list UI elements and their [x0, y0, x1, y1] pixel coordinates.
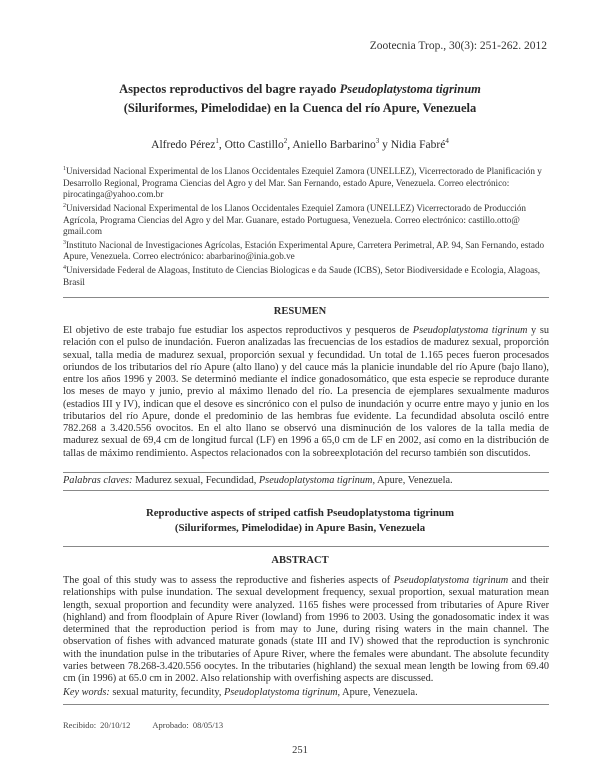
- affiliation-text: Instituto Nacional de Investigaciones Agrícolas, Estación Experimental Apure, Carretera Perimetral, AP. 94, San Fernando, estado Apure, Venezuela. Correo electrónico: abarbarino@inia.gob.ve: [63, 239, 545, 262]
- author-separator: ,: [287, 138, 293, 151]
- author-name: Alfredo Pérez: [151, 138, 216, 151]
- author-separator: ,: [218, 138, 225, 151]
- affiliation: [63, 201, 548, 238]
- affiliation-mark: 4: [63, 264, 66, 271]
- affiliation: [63, 238, 548, 263]
- journal-citation: Zootecnia Trop., 30(3): 251-262. 2012: [369, 40, 547, 52]
- section-divider: [63, 297, 549, 298]
- abstract-heading: ABSTRACT: [271, 555, 329, 566]
- section-divider: [63, 490, 549, 491]
- resumen-species: Pseudoplatystoma tigrinum: [412, 325, 528, 336]
- author-name: Otto Castillo: [224, 138, 284, 151]
- keywords-label: Palabras claves:: [63, 475, 133, 486]
- keywords-end: Apure, Venezuela.: [375, 475, 453, 486]
- section-divider: [63, 704, 549, 705]
- author-separator: y: [379, 138, 391, 151]
- keywords-text: Madurez sexual, Fecundidad,: [132, 475, 259, 486]
- author-affil-mark: 4: [445, 137, 449, 145]
- title-line2: (Siluriformes, Pimelodidae) en la Cuenca del río Apure, Venezuela: [123, 101, 477, 115]
- author-list: [60, 137, 540, 151]
- keywords-species: Pseudoplatystoma tigrinum,: [258, 475, 376, 486]
- affiliation-text: Universidad Nacional Experimental de los Llanos Occidentales Ezequiel Zamora (UNELLEZ) Vicerrectorado de Producción Agrícola, Programa Ciencias del Agro y del Mar. Guanare, estado Portuguesa, Venezuela. Correo electrónico: castillo.otto@ gmail.com: [63, 202, 527, 237]
- abstract-species: Pseudoplatystoma tigrinum: [393, 575, 509, 586]
- affiliation-text: Universidad Nacional Experimental de los Llanos Occidentales Ezequiel Zamora (UNELLEZ), Vicerrectorado de Planificación y Desarrollo Regional, Programa Ciencias del Agro y del Mar. San Fernando, estado Apure, Venezuela. Correo electrónico: pirocatinga@yahoo.com.br: [63, 166, 542, 200]
- page-number: 251: [292, 745, 308, 756]
- resumen-text: El objetivo de este trabajo fue estudiar los aspectos reproductivos y pesqueros de: [63, 325, 413, 336]
- title-text: Aspectos reproductivos del bagre rayado: [119, 82, 340, 96]
- resumen-paragraph: [63, 325, 549, 460]
- title-species: Pseudoplatystoma tigrinum: [339, 82, 481, 96]
- submission-dates: [63, 720, 245, 730]
- english-title-line1: Reproductive aspects of striped catfish Pseudoplatystoma tigrinum: [145, 507, 455, 519]
- abstract-paragraph: [63, 575, 549, 685]
- affiliation-text: Universidade Federal de Alagoas, Instituto de Ciencias Biologicas e da Saude (ICBS), Setor Biodiversidade e Ecologia, Alagoas, Brasil: [63, 265, 541, 287]
- author-name: Aniello Barbarino: [292, 138, 376, 151]
- keywords-end: Apure, Venezuela.: [340, 687, 418, 698]
- section-divider: [63, 472, 549, 473]
- section-divider: [63, 546, 549, 547]
- approved-date: Aprobado: 08/05/13: [152, 720, 224, 730]
- english-title-line2: (Siluriformes, Pimelodidae) in Apure Basin, Venezuela: [174, 522, 426, 534]
- affiliations: [63, 164, 548, 288]
- keywords-text: sexual maturity, fecundity,: [109, 687, 224, 698]
- author-affil-mark: 2: [283, 137, 288, 145]
- affiliation-mark: 3: [63, 239, 66, 246]
- affiliation-mark: 2: [63, 202, 66, 209]
- palabras-claves: [63, 475, 549, 486]
- resumen-heading: RESUMEN: [273, 306, 327, 317]
- affiliation: [63, 263, 548, 288]
- author-name: Nidia Fabré: [390, 138, 446, 151]
- english-title: [60, 506, 540, 536]
- author-affil-mark: 1: [215, 137, 219, 145]
- abstract-text: The goal of this study was to assess the reproductive and fisheries aspects of: [63, 575, 394, 586]
- abstract-text-rest: and their relationships with pulse inundation. The sexual development frequency, sexual proportion, sexual maturation mean length, sexual proportion and fecundity were analyzed. 1165 fishes were processed from tributaries of Apure River (highland) and from floodplain of Apure River (lowland) from 1996 to 2003. Using the gonadosomatic index it was determined that the reproduction period is from may to June, during rising waters in the main channel. The observation of fishes with advanced maturate gonads (state III and IV) showed that the reproduction is synchronic with the inundation pulse in the tributaries of Apure River, where the females were abundant. The absolute fecundity varies between 78.268-3.420.556 oocytes. In the tributaries (highland) the sexual mean length be lowing from 69.40 cm (in 1996) at 65.0 cm in 2002. Also relationship with overfishing aspects are discussed.: [63, 575, 549, 684]
- affiliation: [63, 164, 548, 201]
- resumen-text-rest: y su relación con el pulso de inundación. Fueron analizadas las frecuencias de los estadios de madurez sexual, proporción sexual, talla media de madurez sexual, proporción sexual y fecundidad. Un total de 1.165 peces fueron procesados oriundos de los tributarios del río Apure (alto llano) y del cauce más la planicie inundable del río Apure (bajo llano), entre los años 1996 y 2003. Se determinó mediante el índice gonadosomático, que esta especie se reproduce durante los meses de mayo y junio, previo al máximo llenado del río. La presencia de ejemplares sexualmente maduros (estadios III y IV), indican que el desove es sincrónico con el pulso de inundación y ocurre entre mayo y junio en los tributarios del río Apure, donde el predominio de las hembras fue evidente. La fecundidad absoluta osciló entre 782.268 a 3.420.556 ovocitos. En el alto llano se observó una disminución de los valores de la talla media de madurez sexual de 69,4 cm de longitud furcal (LF) en 1996 a 65,0 cm de LF en 2002, así como en la distribución de tallas de máximo rendimiento. Aspectos relacionados con la sobreexplotación del recurso también son discutidos.: [63, 325, 549, 459]
- article-title: [60, 80, 540, 118]
- affiliation-mark: 1: [63, 166, 66, 172]
- author-affil-mark: 3: [375, 137, 380, 145]
- keywords-label: Key words:: [63, 687, 110, 698]
- key-words: [63, 687, 549, 698]
- keywords-species: Pseudoplatystoma tigrinum,: [224, 687, 341, 698]
- received-date: Recibido: 20/10/12: [63, 720, 131, 730]
